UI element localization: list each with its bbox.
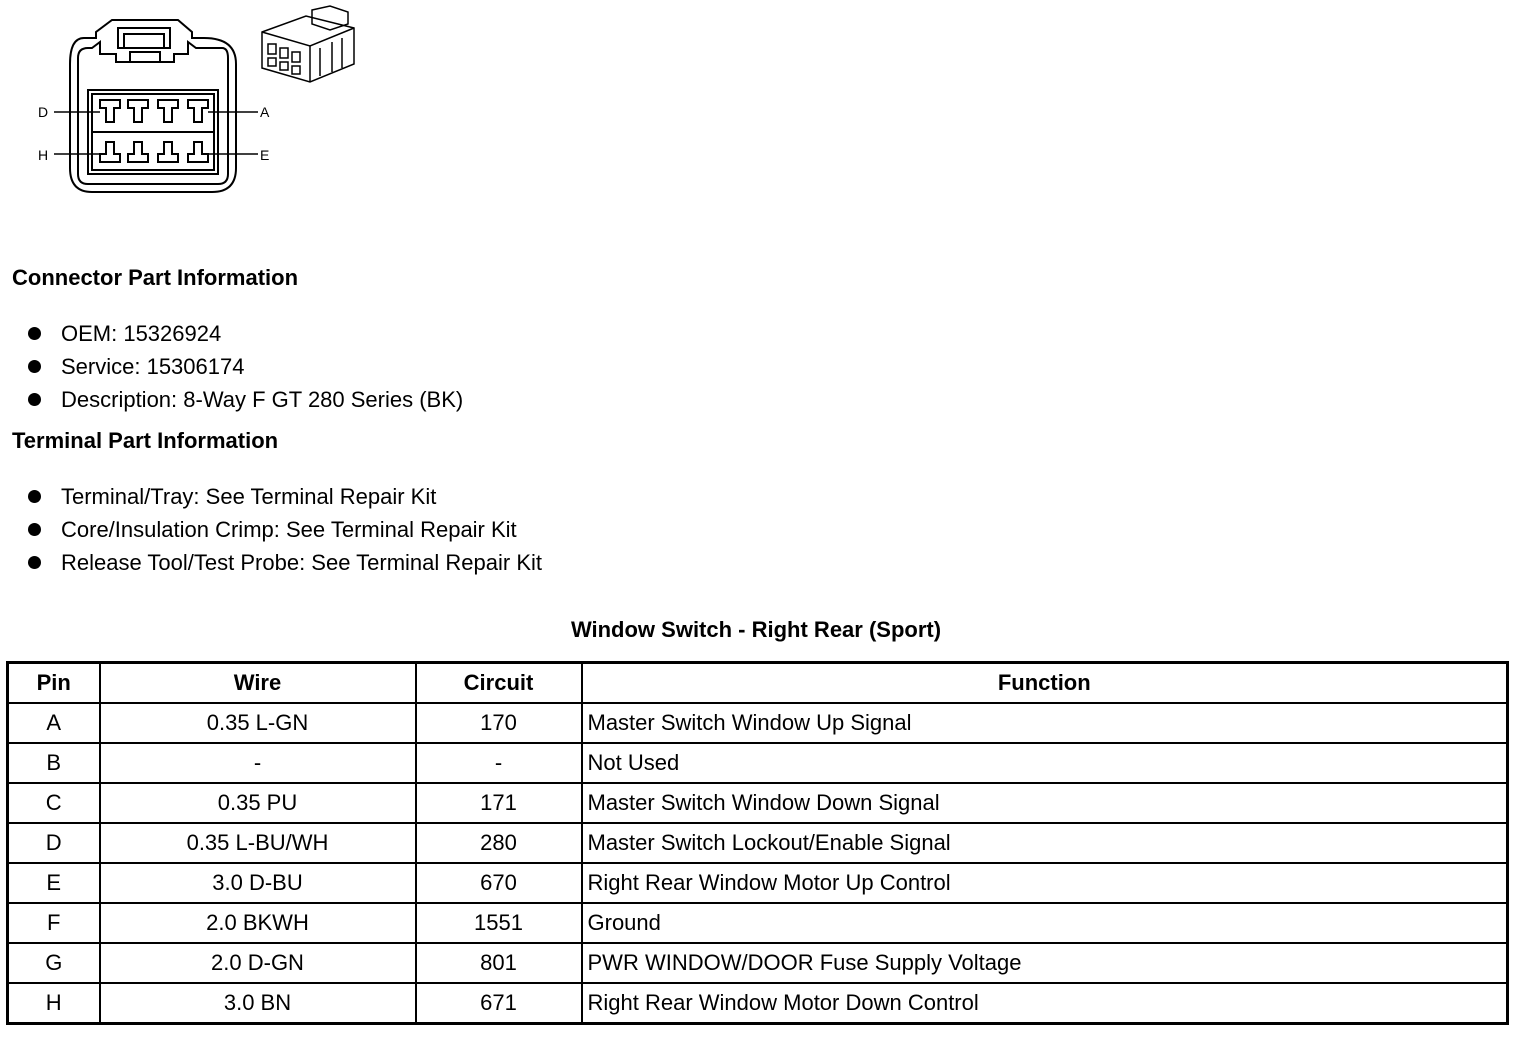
- cell-wire: 2.0 BKWH: [100, 903, 416, 943]
- list-item: Service: 15306174: [28, 350, 463, 383]
- pin-label-d: D: [38, 104, 49, 120]
- connector-3d-icon: [262, 6, 354, 82]
- list-item: Description: 8-Way F GT 280 Series (BK): [28, 383, 463, 416]
- cell-function: Right Rear Window Motor Down Control: [582, 983, 1508, 1024]
- cell-circuit: 801: [416, 943, 582, 983]
- table-row: [8, 743, 1508, 783]
- cell-pin: B: [8, 743, 100, 783]
- cell-function: Not Used: [582, 743, 1508, 783]
- cell-pin: D: [8, 823, 100, 863]
- table-row: [8, 863, 1508, 903]
- header-circuit: Circuit: [416, 663, 582, 704]
- cell-function: Master Switch Lockout/Enable Signal: [582, 823, 1508, 863]
- header-function: Function: [582, 663, 1508, 704]
- header-pin: Pin: [8, 663, 100, 704]
- table-row: [8, 943, 1508, 983]
- table-title: Window Switch - Right Rear (Sport): [570, 617, 942, 642]
- table-row: [8, 783, 1508, 823]
- cell-circuit: 1551: [416, 903, 582, 943]
- cell-function: Master Switch Window Up Signal: [582, 703, 1508, 743]
- cell-circuit: 280: [416, 823, 582, 863]
- cell-function: PWR WINDOW/DOOR Fuse Supply Voltage: [582, 943, 1508, 983]
- table-row: [8, 983, 1508, 1024]
- cell-wire: 0.35 L-GN: [100, 703, 416, 743]
- table-row: [8, 823, 1508, 863]
- table-row: [8, 703, 1508, 743]
- list-item: Release Tool/Test Probe: See Terminal Repair Kit: [28, 546, 542, 579]
- connector-info-heading: Connector Part Information: [12, 265, 299, 290]
- cell-function: Ground: [582, 903, 1508, 943]
- cell-pin: F: [8, 903, 100, 943]
- list-item: Core/Insulation Crimp: See Terminal Repair Kit: [28, 513, 542, 546]
- cell-circuit: 170: [416, 703, 582, 743]
- cell-wire: -: [100, 743, 416, 783]
- table-row: [8, 903, 1508, 943]
- cell-pin: E: [8, 863, 100, 903]
- cell-pin: C: [8, 783, 100, 823]
- top-row-terminals: [100, 100, 208, 122]
- header-wire: Wire: [100, 663, 416, 704]
- pinout-table: [6, 661, 1509, 1025]
- cell-circuit: -: [416, 743, 582, 783]
- cell-pin: A: [8, 703, 100, 743]
- cell-wire: 3.0 D-BU: [100, 863, 416, 903]
- cell-pin: G: [8, 943, 100, 983]
- cell-function: Master Switch Window Down Signal: [582, 783, 1508, 823]
- cell-circuit: 671: [416, 983, 582, 1024]
- cell-wire: 0.35 L-BU/WH: [100, 823, 416, 863]
- connector-diagram: [36, 4, 376, 200]
- pin-label-a: A: [260, 104, 270, 120]
- list-item: Terminal/Tray: See Terminal Repair Kit: [28, 480, 542, 513]
- list-item: OEM: 15326924: [28, 317, 463, 350]
- bottom-row-terminals: [100, 142, 208, 162]
- cell-wire: 0.35 PU: [100, 783, 416, 823]
- cell-circuit: 171: [416, 783, 582, 823]
- cell-wire: 3.0 BN: [100, 983, 416, 1024]
- pin-label-h: H: [38, 147, 49, 163]
- pin-label-e: E: [260, 147, 270, 163]
- cell-function: Right Rear Window Motor Up Control: [582, 863, 1508, 903]
- cell-circuit: 670: [416, 863, 582, 903]
- connector-info-list: [28, 317, 463, 416]
- table-header-row: [8, 663, 1508, 704]
- terminal-info-list: [28, 480, 542, 579]
- cell-wire: 2.0 D-GN: [100, 943, 416, 983]
- cell-pin: H: [8, 983, 100, 1024]
- terminal-info-heading: Terminal Part Information: [12, 428, 279, 453]
